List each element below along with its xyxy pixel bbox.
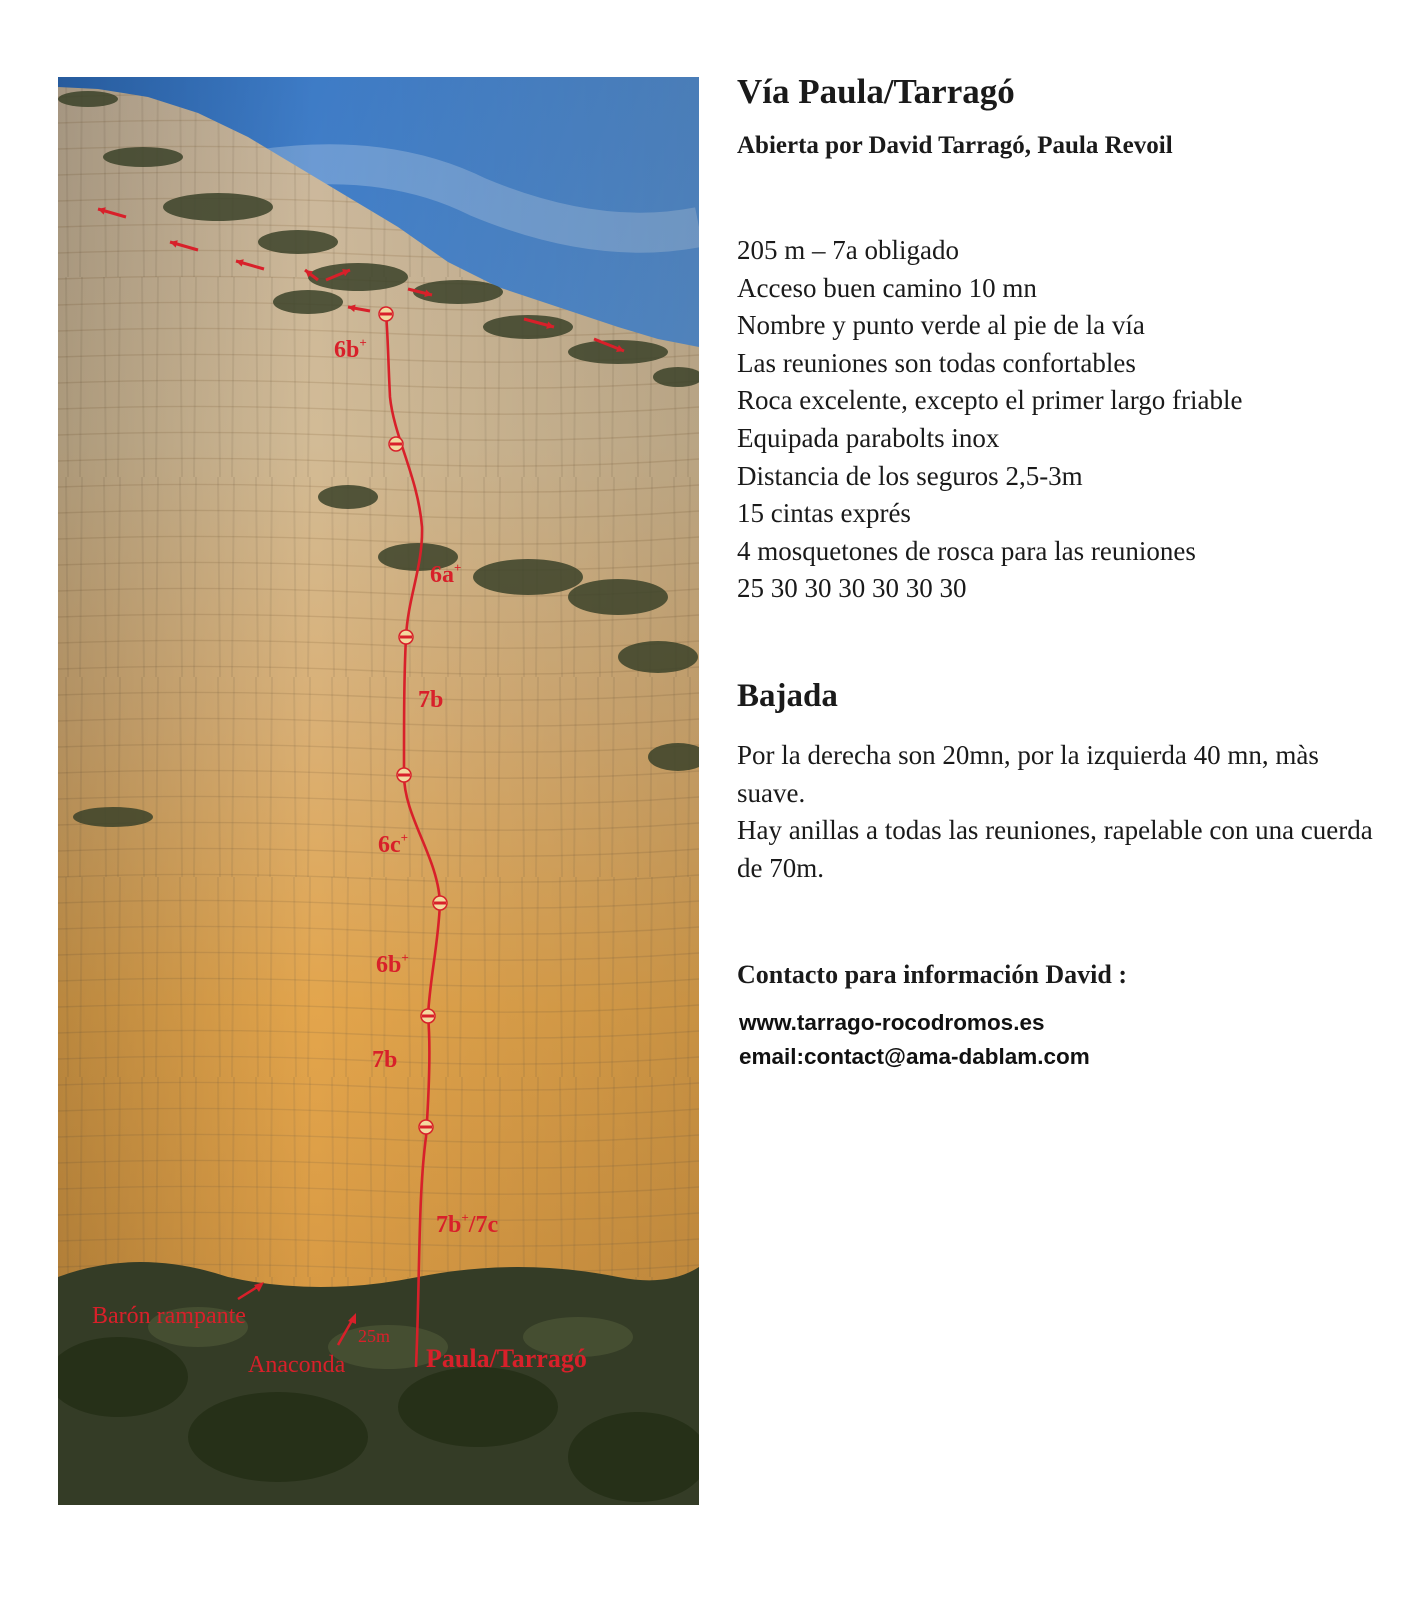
belay-station — [389, 437, 403, 451]
pitch-grade-label: 7b+/7c — [436, 1210, 499, 1238]
descent-text — [737, 737, 1377, 887]
pitch-grade-label: 6c+ — [378, 830, 409, 858]
fact-item: 4 mosquetones de rosca para las reuniones — [737, 535, 1196, 566]
fact-item: Distancia de los seguros 2,5-3m — [737, 460, 1083, 491]
pitch-grade-label: 6a+ — [430, 560, 462, 588]
pitch-grade-label: 6b+ — [334, 335, 367, 363]
descent-paragraph: Por la derecha son 20mn, por la izquierda 40 mn, màs suave. — [737, 740, 1319, 808]
start-distance-label: 25m — [358, 1326, 391, 1346]
contact-block — [739, 1006, 1090, 1074]
route-title: Vía Paula/Tarragó — [737, 72, 1015, 111]
email-link[interactable]: email:contact@ama-dablam.com — [739, 1044, 1090, 1069]
pitch-grade-label: 6b+ — [376, 950, 409, 978]
website-link[interactable]: www.tarrago-rocodromos.es — [739, 1010, 1045, 1035]
fact-item: 25 30 30 30 30 30 30 — [737, 573, 967, 604]
topo-photo — [58, 77, 699, 1505]
route-authors: Abierta por David Tarragó, Paula Revoil — [737, 132, 1173, 159]
belay-station — [399, 630, 413, 644]
belay-station — [421, 1009, 435, 1023]
fact-item: 15 cintas exprés — [737, 498, 911, 529]
descent-paragraph: Hay anillas a todas las reuniones, rapelable con una cuerda de 70m. — [737, 815, 1373, 883]
belay-station — [379, 307, 393, 321]
descent-heading: Bajada — [737, 678, 838, 714]
route-facts-list — [737, 232, 1243, 608]
pitch-grade-label: 7b — [418, 687, 444, 713]
pitch-grade-label: 7b — [372, 1047, 398, 1073]
fact-item: Las reuniones son todas confortables — [737, 347, 1136, 378]
fact-item: Nombre y punto verde al pie de la vía — [737, 310, 1145, 341]
neighbor-route-label: Barón rampante — [92, 1303, 246, 1329]
contact-heading: Contacto para información David : — [737, 960, 1127, 989]
neighbor-route-label: Anaconda — [248, 1352, 346, 1378]
belay-station — [397, 768, 411, 782]
route-name-label: Paula/Tarragó — [426, 1344, 587, 1373]
fact-item: Equipada parabolts inox — [737, 422, 1000, 453]
belay-station — [419, 1120, 433, 1134]
fact-item: Acceso buen camino 10 mn — [737, 272, 1037, 303]
fact-item: 205 m – 7a obligado — [737, 235, 959, 265]
cliff-topo-illustration — [58, 77, 699, 1505]
belay-station — [433, 896, 447, 910]
fact-item: Roca excelente, excepto el primer largo friable — [737, 385, 1243, 416]
